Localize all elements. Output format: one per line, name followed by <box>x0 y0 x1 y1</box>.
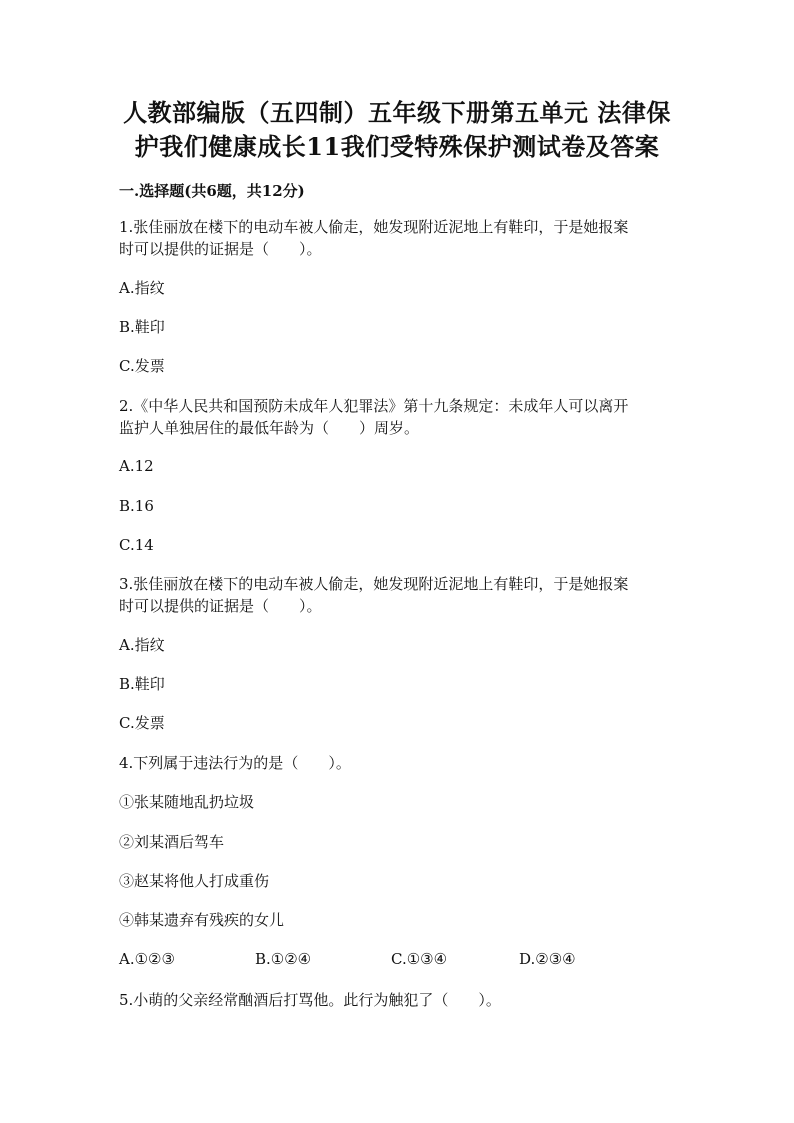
title-line-1: 人教部编版（五四制）五年级下册第五单元 法律保 <box>123 98 671 127</box>
section-heading: 一.选择题(共6题，共12分) <box>119 182 305 200</box>
q1-option-a: A.指纹 <box>119 279 165 297</box>
q4-item-1: ①张某随地乱扔垃圾 <box>119 793 255 811</box>
q3-stem-line-2: 时可以提供的证据是（ ）。 <box>119 597 322 615</box>
q4-option-a: A.①②③ <box>119 950 175 968</box>
document-title <box>100 96 694 164</box>
q4-item-4: ④韩某遗弃有残疾的女儿 <box>119 911 285 929</box>
q3-option-a: A.指纹 <box>119 636 165 654</box>
q4-stem: 4.下列属于违法行为的是（ ）。 <box>119 754 351 772</box>
q1-stem-line-2: 时可以提供的证据是（ ）。 <box>119 240 322 258</box>
q5-stem: 5.小萌的父亲经常酗酒后打骂他。此行为触犯了（ ）。 <box>119 991 501 1009</box>
q2-option-c: C.14 <box>119 536 154 554</box>
q2-stem-line-2: 监护人单独居住的最低年龄为（ ）周岁。 <box>119 419 420 437</box>
q1-stem-line-1: 1.张佳丽放在楼下的电动车被人偷走，她发现附近泥地上有鞋印，于是她报案 <box>119 218 629 236</box>
q2-option-a: A.12 <box>119 457 154 475</box>
q1-option-c: C.发票 <box>119 357 165 375</box>
q3-option-c: C.发票 <box>119 714 165 732</box>
q2-stem-line-1: 2.《中华人民共和国预防未成年人犯罪法》第十九条规定：未成年人可以离开 <box>119 397 629 415</box>
q3-option-b: B.鞋印 <box>119 675 165 693</box>
q2-option-b: B.16 <box>119 497 154 515</box>
q4-options-row <box>119 950 679 972</box>
q4-item-2: ②刘某酒后驾车 <box>119 833 225 851</box>
q3-stem-line-1: 3.张佳丽放在楼下的电动车被人偷走，她发现附近泥地上有鞋印，于是她报案 <box>119 575 629 593</box>
q4-option-d: D.②③④ <box>519 950 576 968</box>
q4-option-c: C.①③④ <box>391 950 448 968</box>
q4-option-b: B.①②④ <box>255 950 312 968</box>
q4-item-3: ③赵某将他人打成重伤 <box>119 872 270 890</box>
title-line-2: 护我们健康成长11我们受特殊保护测试卷及答案 <box>134 132 660 161</box>
q1-option-b: B.鞋印 <box>119 318 165 336</box>
